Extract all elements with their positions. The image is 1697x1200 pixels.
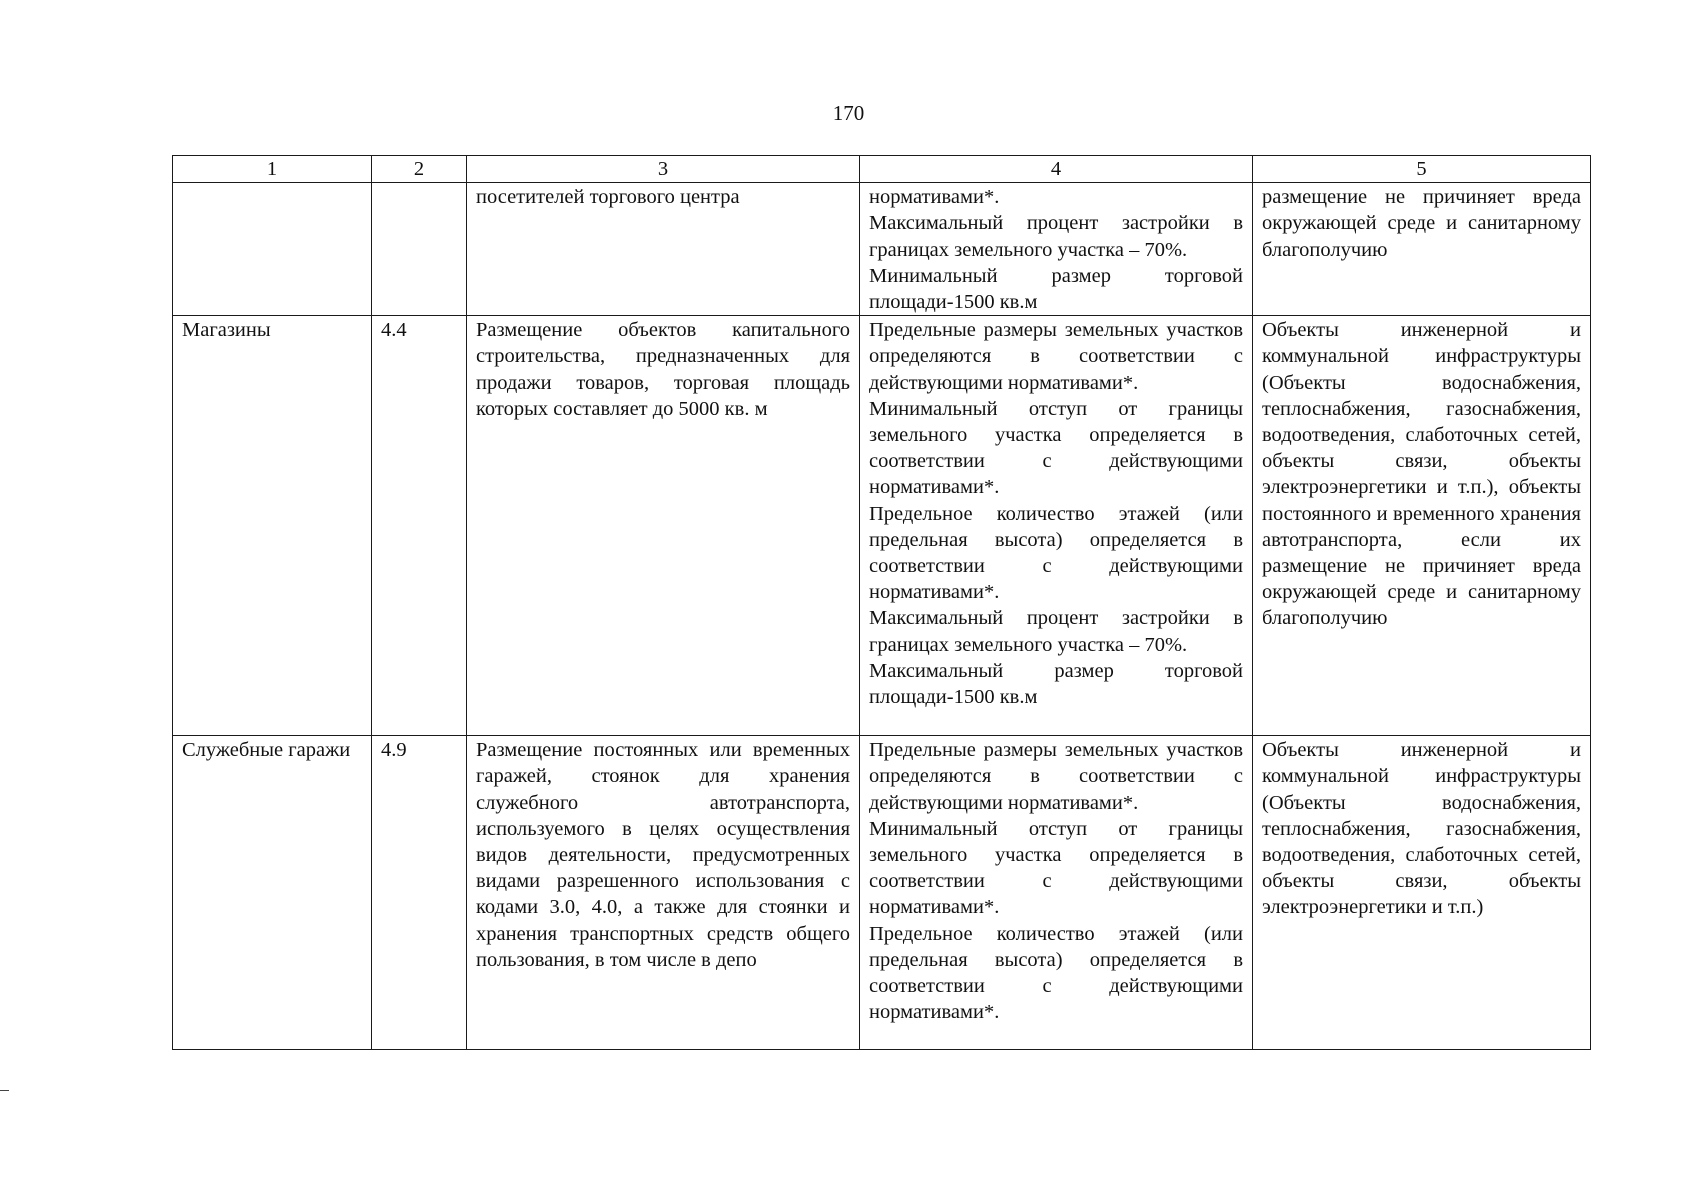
table-row bbox=[173, 736, 1591, 1050]
auxiliary-paragraph: размещение не причиняет вреда окружающей среде и санитарному благополучию bbox=[1262, 186, 1581, 261]
cell-parameters bbox=[860, 316, 1253, 736]
header-row bbox=[173, 156, 1591, 183]
description-paragraph: Размещение постоянных или временных гаражей, стоянок для хранения служебного автотранспорта, используемого в целях осуществления видов деятельности, предусмотренных видами разрешенного использования с кодами 3.0, 4.0, а также для стоянки и хранения транспортных средств общего пользования, в том числе в депо bbox=[476, 739, 850, 971]
cell-use-code: 4.9 bbox=[372, 736, 467, 1050]
cell-description bbox=[467, 736, 860, 1050]
parameter-paragraph: Максимальный процент застройки в границах земельного участка – 70%. bbox=[869, 212, 1243, 261]
cell-description bbox=[467, 316, 860, 736]
regulations-table bbox=[172, 155, 1591, 1050]
parameter-paragraph: Предельное количество этажей (или предельная высота) определяется в соответствии с действующими нормативами*. bbox=[869, 502, 1243, 604]
header-col-2: 2 bbox=[372, 156, 467, 183]
parameter-paragraph: Минимальный отступ от границы земельного участка определяется в соответствии с действующими нормативами*. bbox=[869, 817, 1243, 919]
parameter-paragraph: Предельное количество этажей (или предельная высота) определяется в соответствии с действующими нормативами*. bbox=[869, 922, 1243, 1024]
auxiliary-paragraph: Объекты инженерной и коммунальной инфраструктуры (Объекты водоснабжения, теплоснабжения, газоснабжения, водоотведения, слаботочных сетей, объекты связи, объекты электроэнергетики и т.п.), объекты постоянного и временного хранения автотранспорта, если их размещение не причиняет вреда окружающей среде и санитарному благополучию bbox=[1262, 319, 1581, 630]
header-col-3: 3 bbox=[467, 156, 860, 183]
cell-auxiliary-uses bbox=[1253, 736, 1591, 1050]
table-row bbox=[173, 183, 1591, 316]
cell-parameters bbox=[860, 736, 1253, 1050]
cell-description bbox=[467, 183, 860, 316]
parameter-paragraph: Максимальный процент застройки в границах земельного участка – 70%. bbox=[869, 607, 1243, 656]
scan-margin-mark bbox=[0, 1090, 9, 1091]
parameter-paragraph: Минимальный отступ от границы земельного участка определяется в соответствии с действующими нормативами*. bbox=[869, 397, 1243, 499]
parameter-paragraph: Минимальный размер торговой площади-1500 кв.м bbox=[869, 264, 1243, 314]
header-col-4: 4 bbox=[860, 156, 1253, 183]
parameter-paragraph: Предельные размеры земельных участков определяются в соответствии с действующими нормативами*. bbox=[869, 319, 1243, 394]
cell-use-name: Магазины bbox=[173, 316, 372, 736]
parameter-paragraph: нормативами*. bbox=[869, 186, 1000, 209]
header-col-1: 1 bbox=[173, 156, 372, 183]
parameter-paragraph: Предельные размеры земельных участков определяются в соответствии с действующими нормативами*. bbox=[869, 739, 1243, 814]
header-col-5: 5 bbox=[1253, 156, 1591, 183]
cell-use-name: Служебные гаражи bbox=[173, 736, 372, 1050]
cell-parameters bbox=[860, 183, 1253, 316]
cell-use-name bbox=[173, 183, 372, 316]
auxiliary-paragraph: Объекты инженерной и коммунальной инфраструктуры (Объекты водоснабжения, теплоснабжения, газоснабжения, водоотведения, слаботочных сетей, объекты связи, объекты электроэнергетики и т.п.) bbox=[1262, 739, 1581, 919]
table-row bbox=[173, 316, 1591, 736]
page-number: 170 bbox=[832, 101, 865, 125]
cell-use-code bbox=[372, 183, 467, 316]
cell-auxiliary-uses bbox=[1253, 183, 1591, 316]
description-paragraph: Размещение объектов капитального строительства, предназначенных для продажи товаров, торговая площадь которых составляет до 5000 кв. м bbox=[476, 319, 850, 420]
cell-use-code: 4.4 bbox=[372, 316, 467, 736]
description-paragraph: посетителей торгового центра bbox=[476, 186, 740, 209]
cell-auxiliary-uses bbox=[1253, 316, 1591, 736]
parameter-paragraph: Максимальный размер торговой площади-1500 кв.м bbox=[869, 659, 1243, 709]
